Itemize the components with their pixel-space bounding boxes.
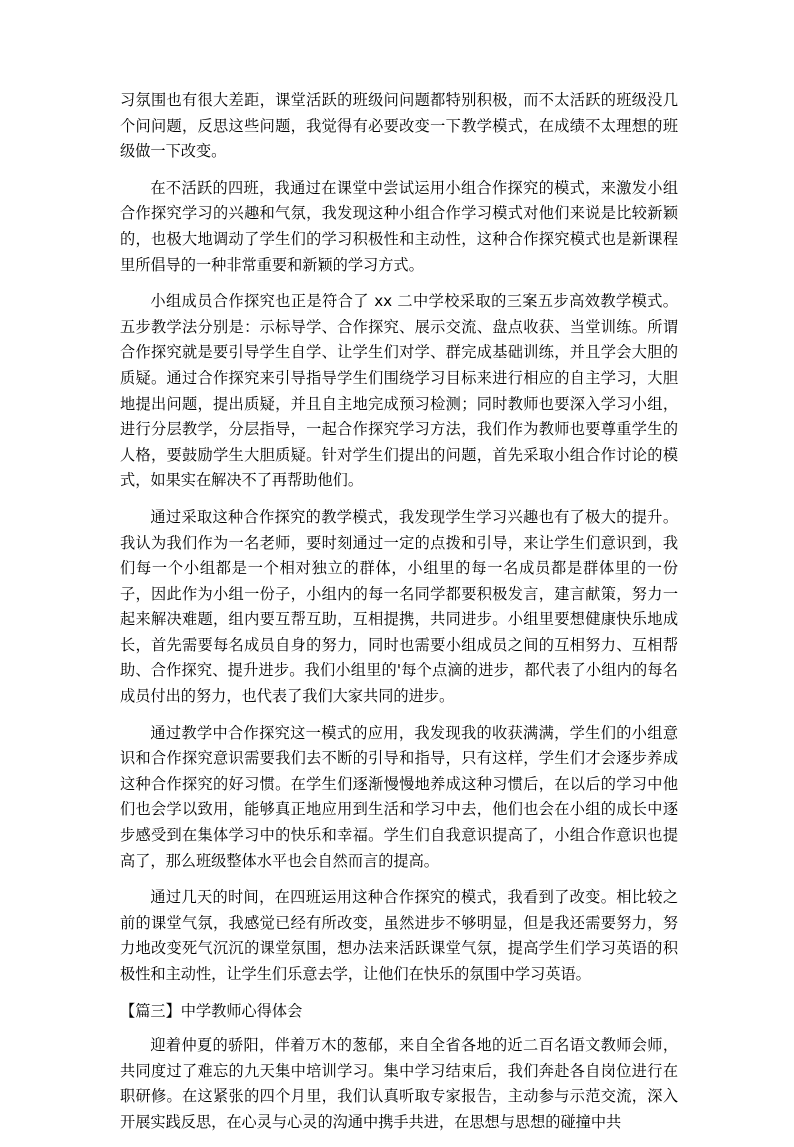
paragraph-3: 小组成员合作探究也正是符合了 xx 二中学校采取的三案五步高效教学模式。五步教学法分别是：示标导学、合作探究、展示交流、盘点收获、当堂训练。所谓合作探究就是要引导学生自学、让学生们对学、群完成基础训练，并且学会大胆的质疑。通过合作探究来引导指导学生们围绕学习目标来进行相应的自主学习，大胆地提出问题，提出质疑，并且自主地完成预习检测；同时教师也要深入学习小组，进行分层教学，分层指导，一起合作探究学习方法，我们作为教师也要尊重学生的人格，要鼓励学生大胆质疑。针对学生们提出的问题，首先采取小组合作讨论的模式，如果实在解决不了再帮助他们。 xyxy=(120,292,678,490)
paragraph-2: 在不活跃的四班，我通过在课堂中尝试运用小组合作探究的模式，来激发小组合作探究学习的兴趣和气氛，我发现这种小组合作学习模式对他们来说是比较新颖的，也极大地调动了学生们的学习积极性和主动性，这种合作探究模式也是新课程里所倡导的一种非常重要和新颖的学习方式。 xyxy=(120,178,678,274)
closing-paragraph: 迎着仲夏的骄阳，伴着万木的葱郁，来自全省各地的近二百名语文教师会师，共同度过了难忘的九天集中培训学习。集中学习结束后，我们奔赴各自岗位进行在职研修。在这紧张的四个月里，我们认真听取专家报告，主动参与示范交流，深入开展实践反思，在心灵与心灵的沟通中携手共进，在思想与思想的碰撞中共 xyxy=(120,1036,678,1131)
paragraph-4: 通过采取这种合作探究的教学模式，我发现学生学习兴趣也有了极大的提升。我认为我们作为一名老师，要时刻通过一定的点拨和引导，来让学生们意识到，我们每一个小组都是一个相对独立的群体，小组里的每一名成员都是群体里的一份子，因此作为小组一份子，小组内的每一名同学都要积极发言，建言献策，努力一起来解决难题，组内要互帮互助，互相提携，共同进步。小组里要想健康快乐地成长，首先需要每名成员自身的努力，同时也需要小组成员之间的互相努力、互相帮助、合作探究、提升进步。我们小组里的'每个点滴的进步，都代表了小组内的每名成员付出的努力，也代表了我们大家共同的进步。 xyxy=(120,507,678,706)
paragraph-1: 习氛围也有很大差距，课堂活跃的班级问问题都特别积极，而不太活跃的班级没几个问问题，反思这些问题，我觉得有必要改变一下教学模式，在成绩不太理想的班级做一下改变。 xyxy=(120,91,678,161)
paragraph-5: 通过教学中合作探究这一模式的应用，我发现我的收获满满，学生们的小组意识和合作探究意识需要我们去不断的引导和指导，只有这样，学生们才会逐步养成这种合作探究的好习惯。在学生们逐渐慢慢地养成这种习惯后，在以后的学习中他们也会学以致用，能够真正地应用到生活和学习中去，他们也会在小组的成长中逐步感受到在集体学习中的快乐和幸福。学生们自我意识提高了，小组合作意识也提高了，那么班级整体水平也会自然而言的提高。 xyxy=(120,723,678,870)
document-page xyxy=(120,88,678,1147)
section-heading: 【篇三】中学教师心得体会 xyxy=(120,1001,303,1020)
paragraph-6: 通过几天的时间，在四班运用这种合作探究的模式，我看到了改变。相比较之前的课堂气氛，我感觉已经有所改变，虽然进步不够明显，但是我还需要努力，努力地改变死气沉沉的课堂氛围，想办法来活跃课堂气氛，提高学生们学习英语的积极性和主动性，让学生们乐意去学，让他们在快乐的氛围中学习英语。 xyxy=(120,888,678,983)
